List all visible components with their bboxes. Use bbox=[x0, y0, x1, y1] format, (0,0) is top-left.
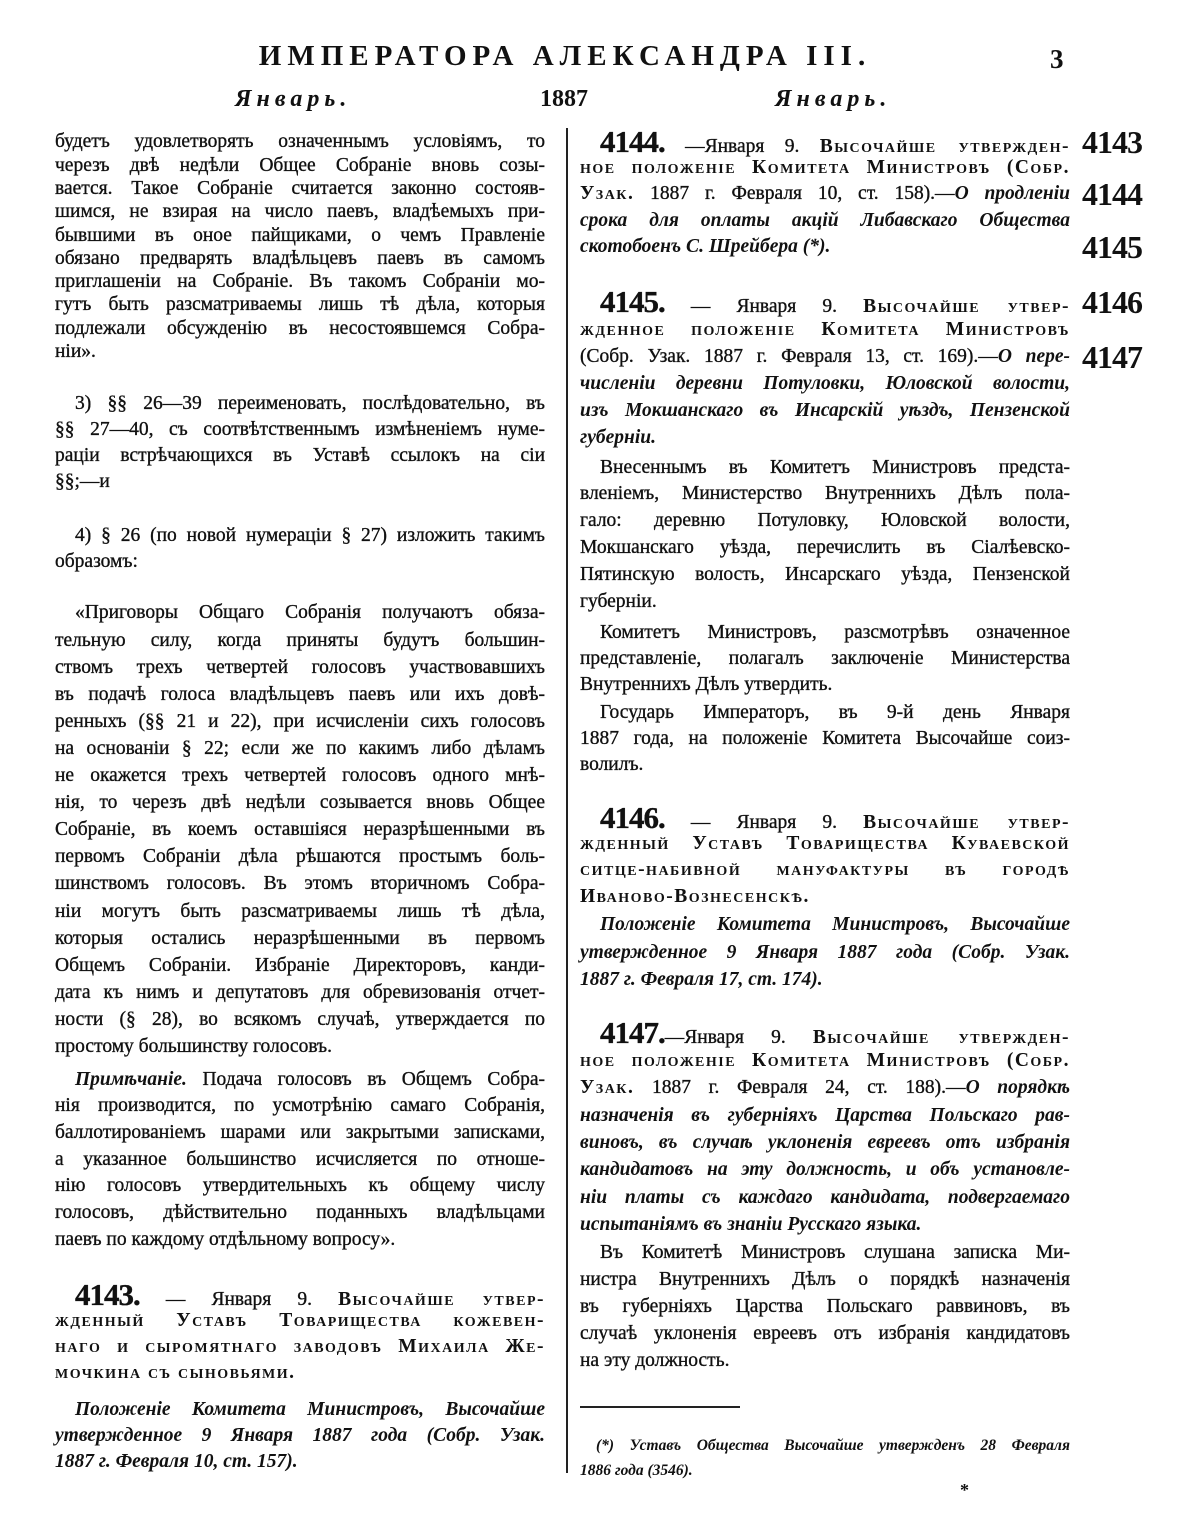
printer-mark: * bbox=[960, 1480, 969, 1500]
small-caps-text: мочкина съ сыновьями. bbox=[55, 1362, 296, 1383]
text: Мокшанскаго уѣзда, перечислить въ Сіалѣевско- bbox=[580, 537, 1070, 558]
text: Подача голосовъ въ Общемъ Собра- bbox=[186, 1068, 545, 1090]
italic-text: Положеніе Комитета Министровъ, Высочайше bbox=[75, 1399, 545, 1420]
text: Внутреннихъ Дѣлъ утвердить. bbox=[580, 674, 833, 695]
small-caps-text: Узак. bbox=[580, 1077, 635, 1099]
p-4145-3-line bbox=[580, 726, 1070, 752]
small-caps-text: Иваново-Вознесенскѣ. bbox=[580, 885, 810, 907]
entry-number: 4146. bbox=[600, 799, 665, 835]
text: голосовъ, дѣйствительно поданныхъ владѣльцами bbox=[55, 1202, 545, 1224]
text: не окажется трехъ четвертей голосовъ одного мнѣ- bbox=[55, 765, 545, 787]
text: —Января 9. bbox=[664, 1027, 813, 1049]
small-caps-text: жденный Уставъ Товарищества кожевен- bbox=[55, 1310, 545, 1331]
entry-4145-line bbox=[600, 284, 1070, 320]
text: на основаніи § 22; если же по какимъ либо дѣламъ bbox=[55, 737, 545, 759]
italic-text: изъ Мокшанскаго въ Инсарскій уѣздъ, Пензенской bbox=[580, 400, 1070, 422]
quote-line bbox=[55, 925, 545, 952]
text: паевъ по каждому отдѣльному вопросу». bbox=[55, 1228, 396, 1250]
left-month: Январь. bbox=[235, 86, 352, 112]
small-caps-text: ное положеніе Комитета Министровъ (Собр. bbox=[580, 1049, 1070, 1071]
text: обязано предварять владѣльцевъ паевъ въ самомъ bbox=[55, 247, 545, 269]
page-number: 3 bbox=[1050, 44, 1064, 74]
italic-text: 1887 г. Февраля 10, ст. 157). bbox=[55, 1451, 298, 1472]
note-line bbox=[55, 1173, 545, 1200]
item-3-line bbox=[55, 443, 545, 469]
entry-number: 4144. bbox=[600, 123, 665, 159]
item-4-line bbox=[55, 549, 545, 575]
small-caps-text: Узак. bbox=[580, 183, 635, 205]
p-4145-2-line bbox=[580, 672, 1070, 698]
text: шинствомъ голосовъ. Въ этомъ вторичномъ Собра- bbox=[55, 873, 545, 895]
note-line bbox=[55, 1147, 545, 1174]
small-caps-text: ное положеніе Комитета Министровъ (Собр. bbox=[580, 157, 1070, 179]
note-line bbox=[55, 1093, 545, 1120]
continuation-line bbox=[55, 293, 545, 316]
year: 1887 bbox=[540, 86, 588, 112]
small-caps-text: ситце-набивной мануфактуры въ городѣ bbox=[580, 859, 1070, 881]
small-caps-text: Высочайше утвержден- bbox=[812, 1027, 1070, 1049]
running-title: ИМПЕРАТОРА АЛЕКСАНДРА III. bbox=[258, 40, 872, 72]
column-divider bbox=[566, 128, 568, 1473]
text: приглашеніи на Собраніе. Въ такомъ Собраніи мо- bbox=[55, 271, 545, 293]
item-4-line bbox=[75, 523, 545, 549]
p-4145-2-line bbox=[600, 620, 1070, 646]
text: Государь Императоръ, въ 9-й день Января bbox=[600, 702, 1070, 723]
entry-4143-source-line bbox=[55, 1423, 545, 1449]
continuation-line bbox=[55, 340, 545, 363]
quote-line bbox=[55, 979, 545, 1006]
quote-line bbox=[55, 789, 545, 816]
p-4145-1-line bbox=[600, 455, 1070, 482]
entry-4143-line bbox=[55, 1360, 545, 1386]
p-4147-1-line bbox=[580, 1293, 1070, 1320]
text: простому большинству голосовъ. bbox=[55, 1036, 333, 1058]
p-4145-1-line bbox=[580, 535, 1070, 562]
continuation-line bbox=[55, 200, 545, 223]
text: подлежали обсужденію въ несостоявшемся Собра- bbox=[55, 317, 545, 339]
entry-4146-line bbox=[600, 799, 1070, 835]
note-line bbox=[55, 1200, 545, 1227]
text: ренныхъ (§§ 21 и 22), при исчисленіи сихъ голосовъ bbox=[55, 710, 545, 732]
p-4145-2-line bbox=[580, 646, 1070, 672]
note-line bbox=[75, 1067, 545, 1094]
text: 1887 г. Февраля 10, ст. 158).— bbox=[634, 183, 955, 205]
margin-number: 4143 bbox=[1082, 124, 1142, 160]
continuation-line bbox=[55, 130, 545, 153]
text: черезъ двѣ недѣли Общее Собраніе вновь созы- bbox=[55, 154, 545, 176]
italic-text: утвержденное 9 Января 1887 года (Собр. Узак. bbox=[580, 941, 1070, 963]
text: гутъ быть разсматриваемы лишь тѣ дѣла, которыя bbox=[55, 294, 545, 316]
p-4145-3-line bbox=[600, 700, 1070, 726]
entry-4145-line bbox=[580, 370, 1070, 397]
continuation-line bbox=[55, 154, 545, 177]
entry-4147-line bbox=[580, 1102, 1070, 1129]
text: 1887 г. Февраля 24, ст. 188).— bbox=[634, 1077, 966, 1099]
small-caps-text: жденное положеніе Комитета Министровъ bbox=[580, 318, 1070, 340]
entry-4147-line bbox=[580, 1047, 1070, 1074]
quote-line bbox=[55, 898, 545, 925]
quote-line bbox=[55, 708, 545, 735]
item-3-line bbox=[55, 417, 545, 443]
italic-text: скотобоенъ С. Шрейбера (*). bbox=[580, 236, 831, 258]
quote-line bbox=[55, 735, 545, 762]
entry-4144-line bbox=[580, 234, 1070, 260]
small-caps-text: Высочайше утвержден- bbox=[819, 135, 1070, 157]
note-line bbox=[55, 1120, 545, 1147]
text: шимся, не взирая на число паевъ, владѣемыхъ при- bbox=[55, 201, 545, 223]
right-month: Январь. bbox=[775, 86, 892, 112]
small-caps-text: Высочайше утвер- bbox=[863, 811, 1070, 833]
entry-4144-line bbox=[580, 155, 1070, 181]
italic-text: Положеніе Комитета Министровъ, Высочайше bbox=[600, 914, 1070, 936]
entry-4147-line bbox=[600, 1015, 1070, 1051]
text: представленіе, полагалъ заключеніе Министерства bbox=[580, 648, 1070, 669]
entry-4143-source-line bbox=[55, 1449, 545, 1475]
text: которыя остались неразрѣшенными въ первомъ bbox=[55, 927, 545, 949]
text: первомъ Собраніи дѣла рѣшаются простымъ боль- bbox=[55, 846, 545, 868]
p-4145-3-line bbox=[580, 752, 1070, 778]
text: — Января 9. bbox=[139, 1289, 339, 1310]
text: въ губерніяхъ Царства Польскаго раввиновъ, въ bbox=[580, 1295, 1070, 1317]
entry-4144-line bbox=[580, 181, 1070, 207]
italic-text: О порядкѣ bbox=[965, 1077, 1070, 1099]
text: Общемъ Собраніи. Избраніе Директоровъ, канди- bbox=[55, 954, 545, 976]
text: ности (§ 28), во всякомъ случаѣ, утверждается по bbox=[55, 1008, 545, 1030]
entry-4145-line bbox=[580, 316, 1070, 343]
quote-line bbox=[55, 681, 545, 708]
quote-line bbox=[55, 870, 545, 897]
entry-4145-line bbox=[580, 343, 1070, 370]
p-4147-1-line bbox=[580, 1320, 1070, 1347]
small-caps-text: Высочайше утвер- bbox=[338, 1289, 545, 1310]
italic-text: виновъ, въ случаѣ уклоненія евреевъ отъ избранія bbox=[580, 1131, 1070, 1153]
quote-line bbox=[55, 1006, 545, 1033]
quote-line bbox=[55, 627, 545, 654]
quote-line bbox=[55, 762, 545, 789]
entry-4145-line bbox=[580, 397, 1070, 424]
continuation-line bbox=[55, 270, 545, 293]
italic-text: 1887 г. Февраля 17, ст. 174). bbox=[580, 969, 823, 991]
text: случаѣ уклоненія евреевъ отъ избранія кандидатовъ bbox=[580, 1322, 1070, 1344]
italic-text: О пере- bbox=[997, 345, 1070, 367]
small-caps-text: наго и сыромятнаго заводовъ Михаила Же- bbox=[55, 1336, 545, 1357]
item-3-line bbox=[75, 391, 545, 417]
entry-4144-line bbox=[600, 123, 1070, 159]
italic-text: кандидатовъ на эту должность, и объ установле- bbox=[580, 1159, 1070, 1181]
text: губерніи. bbox=[580, 590, 657, 612]
italic-text: утвержденное 9 Января 1887 года (Собр. Узак. bbox=[55, 1425, 545, 1446]
entry-4147-line bbox=[580, 1074, 1070, 1101]
p-4145-1-line bbox=[580, 589, 1070, 616]
text: —Января 9. bbox=[664, 135, 820, 157]
entry-4147-line bbox=[580, 1211, 1070, 1238]
entry-4146-line bbox=[580, 857, 1070, 883]
entry-4146-line bbox=[580, 884, 1070, 910]
entry-number: 4145. bbox=[600, 284, 665, 320]
italic-text: ніи платы съ каждаго кандидата, подвергаемаго bbox=[580, 1186, 1070, 1208]
text: вленіемъ, Министерство Внутреннихъ Дѣлъ пола- bbox=[580, 483, 1070, 505]
entry-4143-source-line bbox=[75, 1397, 545, 1423]
text: ніи могутъ быть разсматриваемы лишь тѣ дѣла, bbox=[55, 900, 545, 922]
italic-text: назначенія въ губерніяхъ Царства Польскаго рав- bbox=[580, 1104, 1070, 1126]
quote-line bbox=[55, 952, 545, 979]
text: а указанное большинство исчисляется по отноше- bbox=[55, 1148, 545, 1170]
text: Пятинскую волость, Инсарскаго уѣзда, Пензенской bbox=[580, 563, 1070, 585]
text: волилъ. bbox=[580, 754, 644, 775]
text: ствомъ трехъ четвертей голосовъ участвовавшихъ bbox=[55, 656, 545, 678]
text: нистра Внутреннихъ Дѣлъ о порядкѣ назначенія bbox=[580, 1268, 1070, 1290]
entry-4146-line bbox=[580, 831, 1070, 857]
entry-4146-source-line bbox=[600, 911, 1070, 939]
italic-text: 1886 года (3546). bbox=[580, 1461, 693, 1479]
text: — Января 9. bbox=[664, 296, 864, 318]
entry-4144-line bbox=[580, 208, 1070, 234]
italic-text: срока для оплаты акцій Либавскаго Общества bbox=[580, 209, 1070, 231]
p-4145-1-line bbox=[580, 508, 1070, 535]
text: нія, то черезъ двѣ недѣли созывается вновь Общее bbox=[55, 792, 545, 814]
text: будетъ удовлетворять означеннымъ условіямъ, то bbox=[55, 131, 545, 153]
continuation-line bbox=[55, 247, 545, 270]
entry-4147-line bbox=[580, 1129, 1070, 1156]
p-4145-1-line bbox=[580, 562, 1070, 589]
continuation-line bbox=[55, 224, 545, 247]
footnote-line bbox=[580, 1458, 1070, 1483]
entry-number: 4147. bbox=[600, 1015, 665, 1051]
italic-text: (*) Уставъ Общества Высочайше утвержденъ 28 Февраля bbox=[596, 1436, 1070, 1454]
note-line bbox=[55, 1227, 545, 1254]
quote-line bbox=[55, 816, 545, 843]
entry-4143-line bbox=[75, 1277, 545, 1312]
text: ніи». bbox=[55, 341, 96, 363]
p-4147-1-line bbox=[580, 1266, 1070, 1293]
continuation-line bbox=[55, 177, 545, 200]
margin-number: 4146 bbox=[1082, 284, 1142, 320]
text: (Собр. Узак. 1887 г. Февраля 13, ст. 169).— bbox=[580, 345, 998, 367]
text: раціи встрѣчающихся въ Уставѣ ссылокъ на сіи bbox=[55, 445, 545, 466]
margin-number: 4147 bbox=[1082, 339, 1142, 375]
p-4147-1-line bbox=[580, 1347, 1070, 1374]
footnote-rule bbox=[580, 1406, 740, 1408]
p-4145-1-line bbox=[580, 481, 1070, 508]
entry-4145-line bbox=[580, 424, 1070, 451]
entry-4146-source-line bbox=[580, 939, 1070, 967]
italic-text: численіи деревни Потуловки, Юловской волости, bbox=[580, 373, 1070, 394]
small-caps-text: жденный Уставъ Товарищества Куваевской bbox=[580, 833, 1070, 855]
continuation-line bbox=[55, 317, 545, 340]
text: нію голосовъ утвердительныхъ къ общему числу bbox=[55, 1175, 545, 1197]
footnote-line bbox=[596, 1433, 1070, 1458]
entry-4143-line bbox=[55, 1308, 545, 1334]
text: §§ 27—40, съ соотвѣтственнымъ измѣненіемъ нуме- bbox=[55, 419, 545, 440]
entry-4147-line bbox=[580, 1156, 1070, 1183]
text: Внесеннымъ въ Комитетъ Министровъ предста- bbox=[600, 456, 1070, 478]
text: 1887 года, на положеніе Комитета Высочайше соиз- bbox=[580, 728, 1070, 749]
quote-line bbox=[75, 599, 545, 626]
text: «Приговоры Общаго Собранія получаютъ обяза- bbox=[75, 602, 545, 624]
text: нія производится, по усмотрѣнію самаго Собранія, bbox=[55, 1095, 545, 1117]
text: Въ Комитетѣ Министровъ слушана записка Ми- bbox=[600, 1241, 1070, 1263]
text: бывшими въ оное пайщиками, о чемъ Правленіе bbox=[55, 224, 545, 246]
margin-number: 4145 bbox=[1082, 229, 1142, 265]
text: Комитетъ Министровъ, разсмотрѣвъ означенное bbox=[600, 622, 1070, 643]
text: — Января 9. bbox=[664, 811, 864, 833]
entry-number: 4143. bbox=[75, 1277, 140, 1312]
margin-number: 4144 bbox=[1082, 176, 1142, 212]
item-3-line bbox=[55, 469, 545, 495]
text: Собраніе, въ коемъ оставшіяся неразрѣшенными въ bbox=[55, 819, 545, 841]
quote-line bbox=[55, 843, 545, 870]
italic-text: губерніи. bbox=[580, 427, 656, 449]
quote-line bbox=[55, 654, 545, 681]
italic-text: О продленіи bbox=[954, 183, 1070, 205]
quote-line bbox=[55, 1033, 545, 1060]
text: тельную силу, когда приняты будутъ большин- bbox=[55, 629, 545, 651]
entry-4146-source-line bbox=[580, 966, 1070, 994]
text: образомъ: bbox=[55, 551, 138, 572]
small-caps-text: Высочайше утвер- bbox=[863, 296, 1070, 318]
text: 3) §§ 26—39 переименовать, послѣдовательно, въ bbox=[75, 393, 545, 414]
p-4147-1-line bbox=[600, 1239, 1070, 1266]
entry-4143-line bbox=[55, 1334, 545, 1360]
italic-text: Примѣчаніе. bbox=[75, 1068, 187, 1090]
text: дата къ нимъ и депутатовъ для обревизованія отчет- bbox=[55, 981, 545, 1003]
text: гало: деревню Потуловку, Юловской волости, bbox=[580, 510, 1070, 532]
italic-text: испытаніямъ въ знаніи Русскаго языка. bbox=[580, 1214, 922, 1236]
text: въ подачѣ голоса владѣльцевъ паевъ или ихъ довѣ- bbox=[55, 683, 545, 705]
text: §§;—и bbox=[55, 471, 110, 492]
text: 4) § 26 (по новой нумераціи § 27) изложить такимъ bbox=[75, 525, 545, 546]
entry-4147-line bbox=[580, 1184, 1070, 1211]
text: баллотированіемъ шарами или закрытыми записками, bbox=[55, 1122, 545, 1144]
text: вается. Такое Собраніе считается законно состояв- bbox=[55, 177, 545, 199]
text: на эту должность. bbox=[580, 1349, 730, 1371]
